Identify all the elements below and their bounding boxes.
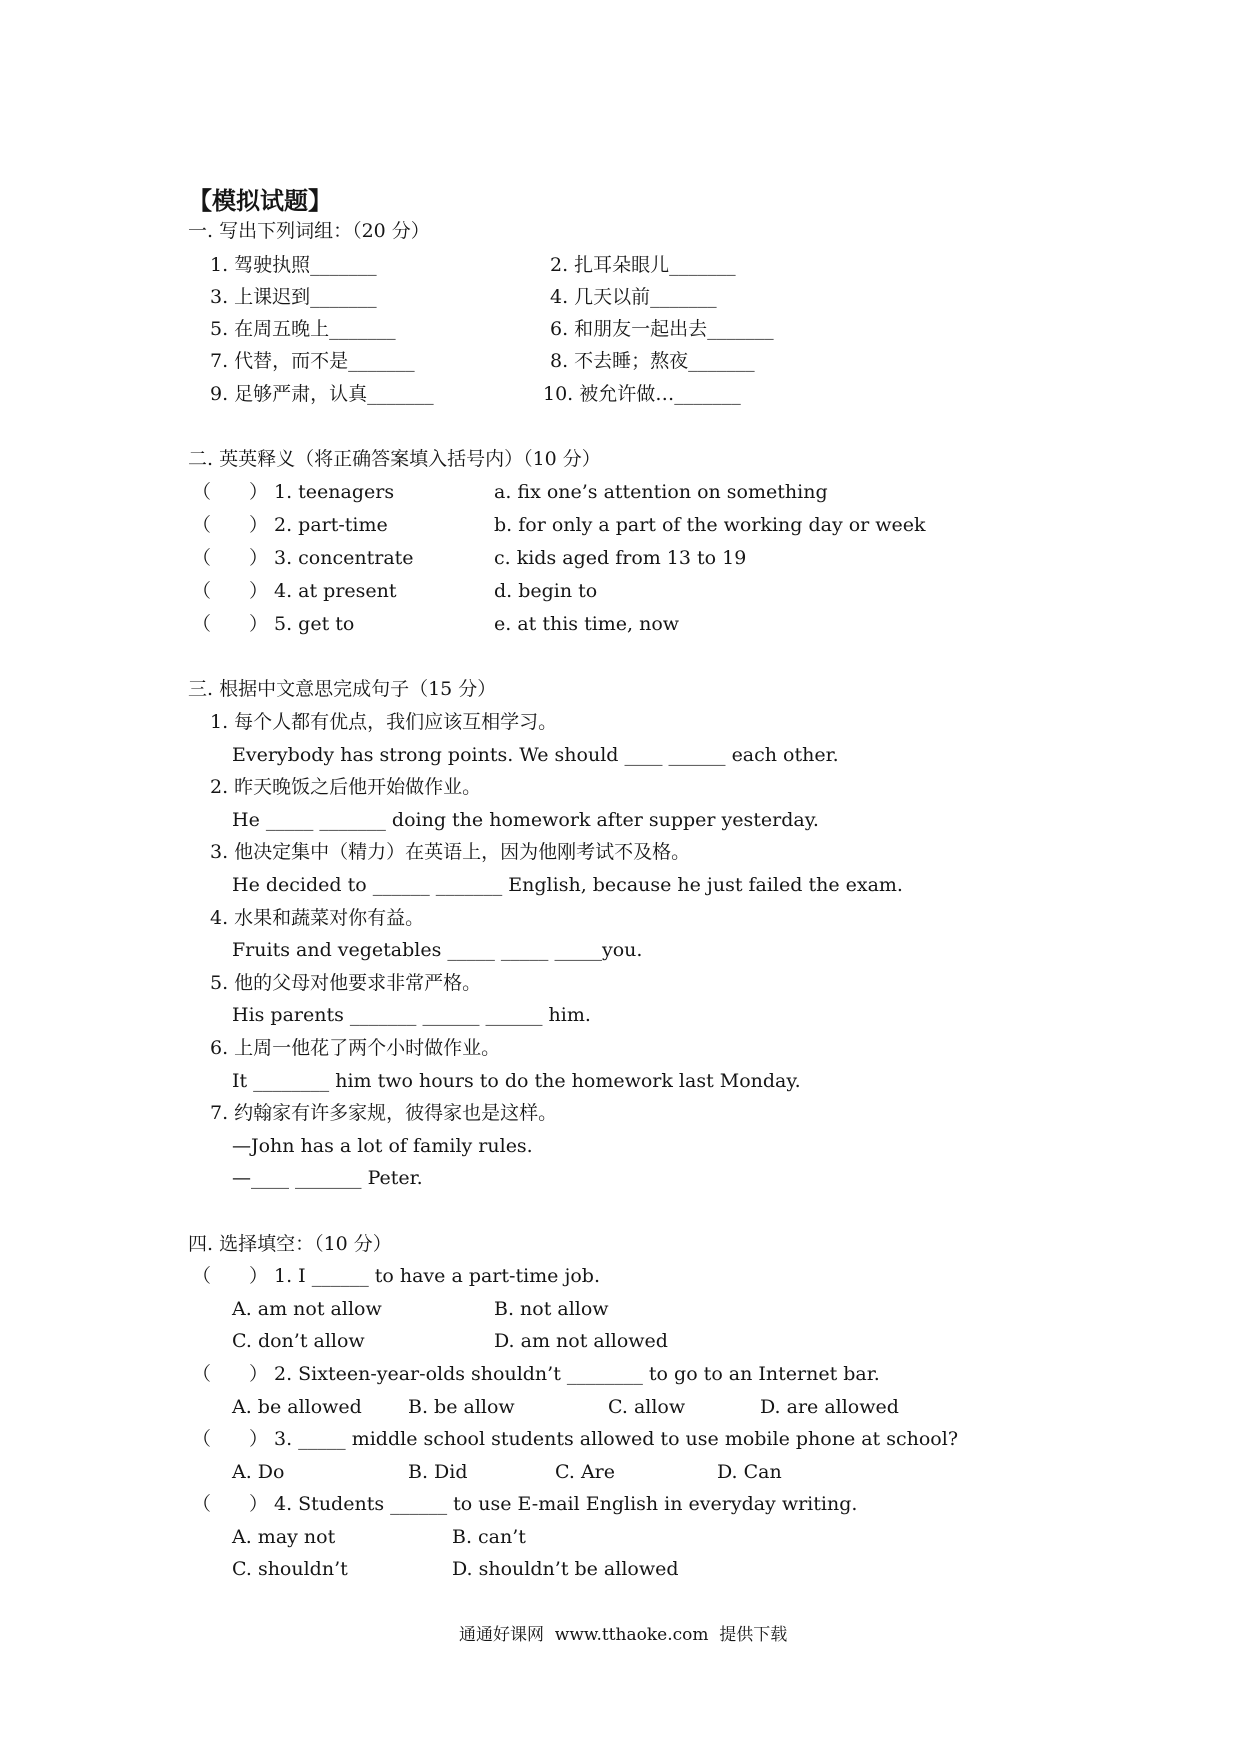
answer-paren: （ ） [192,481,269,503]
sentence-english: It ________ him two hours to do the homework last Monday. [232,1070,801,1092]
sentence-english: Everybody has strong points. We should ____ ______ each other. [232,744,839,766]
phrase-item: 2. 扎耳朵眼儿_______ [550,254,736,276]
choice-option: A. may not [232,1526,336,1548]
phrase-item: 5. 在周五晚上_______ [210,318,396,340]
choice-option: A. am not allow [232,1298,382,1320]
answer-paren: （ ） [192,1428,269,1450]
sentence-chinese: 2. 昨天晚饭之后他开始做作业。 [210,776,482,798]
section4-heading: 四. 选择填空：（10 分） [188,1233,392,1255]
choice-option: C. shouldn’t [232,1558,348,1580]
match-term: 2. part-time [274,514,388,536]
match-term: 4. at present [274,580,397,602]
choice-option: C. Are [555,1461,615,1483]
phrase-item: 9. 足够严肃，认真_______ [210,383,434,405]
phrase-item: 1. 驾驶执照_______ [210,254,377,276]
footer-source-link[interactable]: 通通好课网 www.tthaoke.com 提供下载 [459,1625,788,1645]
choice-option: B. not allow [494,1298,609,1320]
match-term: 1. teenagers [274,481,395,503]
sentence-chinese: 7. 约翰家有许多家规，彼得家也是这样。 [210,1102,558,1124]
choice-option: B. Did [408,1461,468,1483]
section2-heading: 二. 英英释义（将正确答案填入括号内）（10 分） [188,448,601,470]
choice-option: D. am not allowed [494,1330,668,1352]
choice-option: A. Do [232,1461,285,1483]
sentence-english: —John has a lot of family rules. [232,1135,533,1157]
choice-option: B. be allow [408,1396,515,1418]
sentence-english: Fruits and vegetables _____ _____ _____you. [232,939,643,961]
phrase-item: 3. 上课迟到_______ [210,286,377,308]
choice-option: D. are allowed [760,1396,899,1418]
phrase-item: 10. 被允许做…_______ [543,383,741,405]
match-term: 3. concentrate [274,547,414,569]
sentence-english: His parents _______ ______ ______ him. [232,1004,591,1026]
sentence-chinese: 4. 水果和蔬菜对你有益。 [210,907,425,929]
match-definition: e. at this time, now [494,613,680,635]
answer-paren: （ ） [192,547,269,569]
choice-option: C. allow [608,1396,686,1418]
answer-paren: （ ） [192,580,269,602]
sentence-english: He _____ _______ doing the homework after supper yesterday. [232,809,819,831]
sentence-english: He decided to ______ _______ English, because he just failed the exam. [232,874,903,896]
answer-paren: （ ） [192,514,269,536]
sentence-chinese: 6. 上周一他花了两个小时做作业。 [210,1037,501,1059]
question-stem: 2. Sixteen-year-olds shouldn’t ________ to go to an Internet bar. [274,1363,880,1385]
answer-paren: （ ） [192,613,269,635]
choice-option: B. can’t [452,1526,526,1548]
answer-paren: （ ） [192,1493,269,1515]
phrase-item: 4. 几天以前_______ [550,286,717,308]
sentence-english: —____ _______ Peter. [232,1167,423,1189]
phrase-item: 7. 代替，而不是_______ [210,350,415,372]
answer-paren: （ ） [192,1265,269,1287]
match-definition: d. begin to [494,580,598,602]
choice-option: D. shouldn’t be allowed [452,1558,679,1580]
match-definition: a. fix one’s attention on something [494,481,828,503]
sentence-chinese: 3. 他决定集中（精力）在英语上，因为他刚考试不及格。 [210,841,691,863]
match-definition: b. for only a part of the working day or week [494,514,926,536]
choice-option: D. Can [717,1461,782,1483]
choice-option: C. don’t allow [232,1330,365,1352]
choice-option: A. be allowed [232,1396,362,1418]
question-stem: 4. Students ______ to use E-mail English in everyday writing. [274,1493,858,1515]
section1-heading: 一. 写出下列词组：（20 分） [188,220,430,242]
match-term: 5. get to [274,613,355,635]
question-stem: 1. I ______ to have a part-time job. [274,1265,600,1287]
answer-paren: （ ） [192,1363,269,1385]
page-title: 【模拟试题】 [188,186,332,215]
sentence-chinese: 1. 每个人都有优点，我们应该互相学习。 [210,711,558,733]
match-definition: c. kids aged from 13 to 19 [494,547,747,569]
section3-heading: 三. 根据中文意思完成句子（15 分） [188,678,497,700]
phrase-item: 8. 不去睡；熬夜_______ [550,350,755,372]
question-stem: 3. _____ middle school students allowed to use mobile phone at school? [274,1428,958,1450]
phrase-item: 6. 和朋友一起出去_______ [550,318,774,340]
sentence-chinese: 5. 他的父母对他要求非常严格。 [210,972,482,994]
